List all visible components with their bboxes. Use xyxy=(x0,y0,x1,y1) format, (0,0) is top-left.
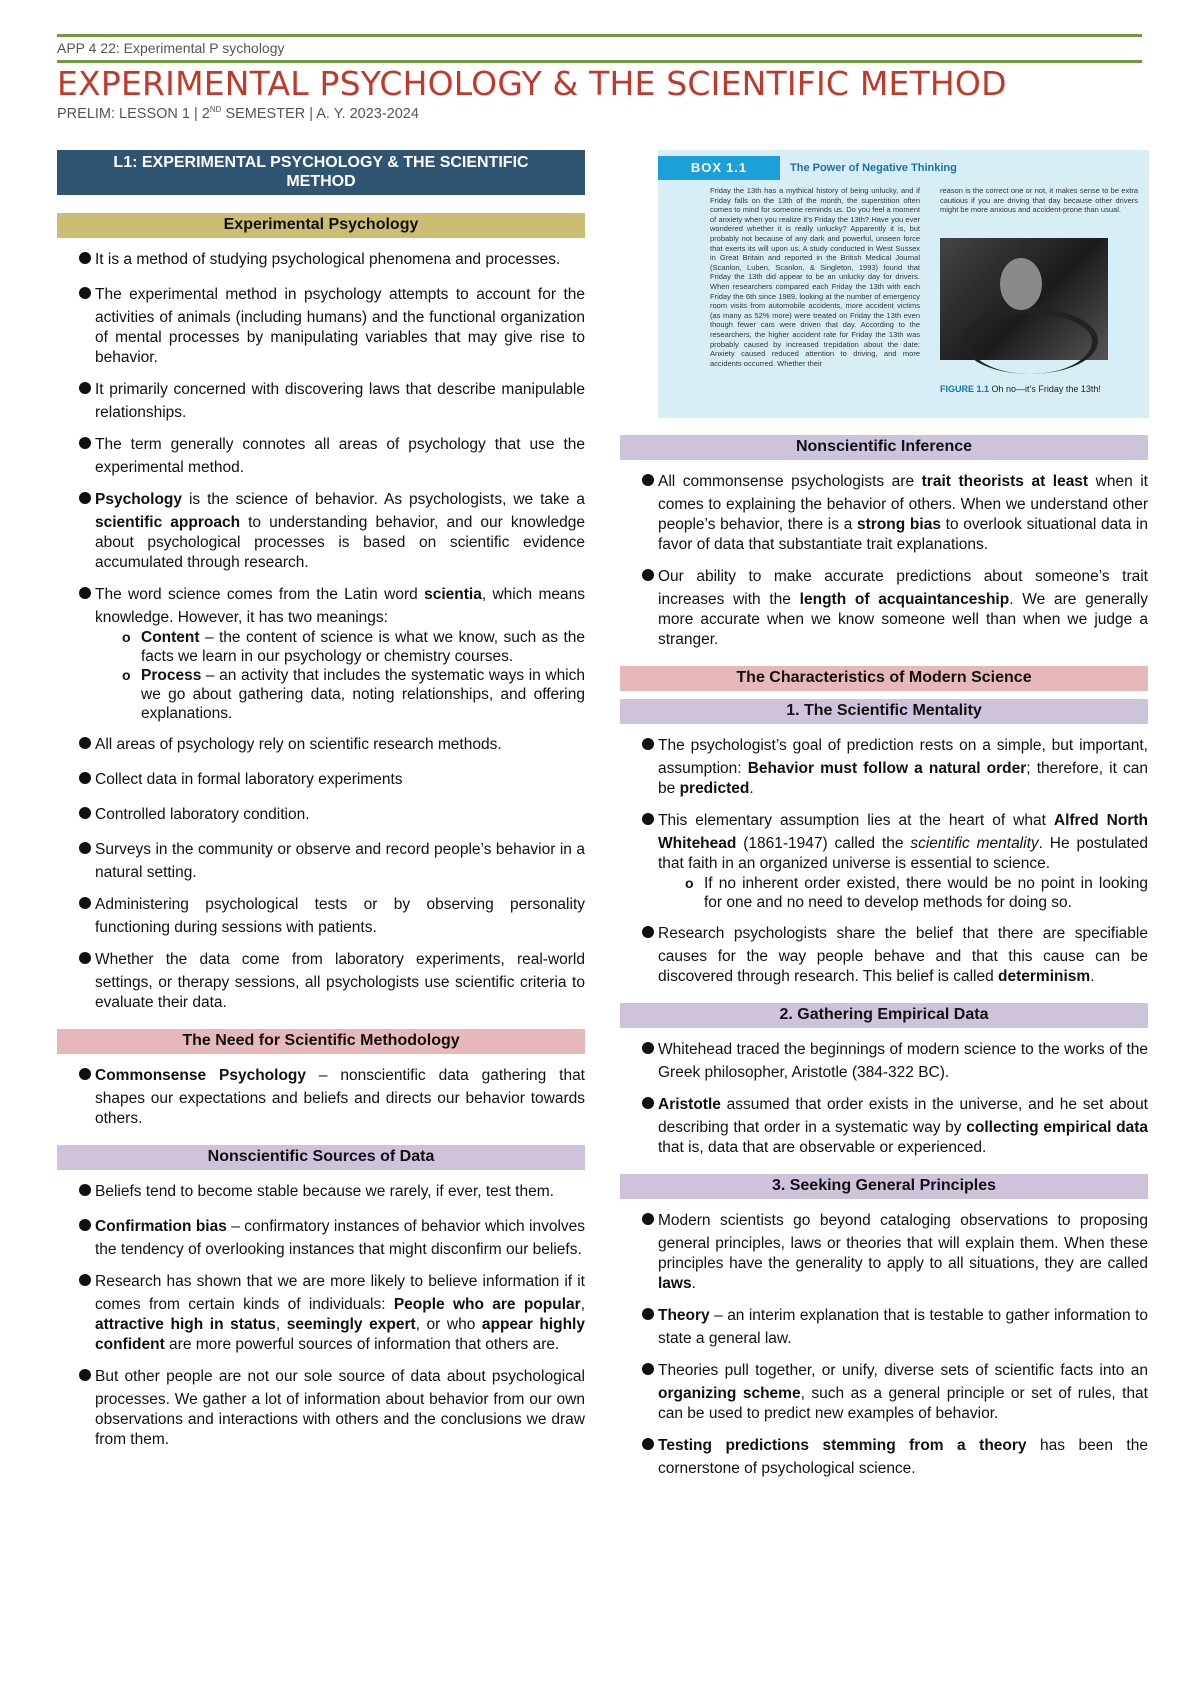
list-item: Beliefs tend to become stable because we rarely, if ever, test them. xyxy=(57,1178,585,1205)
steering-wheel-shape xyxy=(962,308,1098,374)
section-heading-characteristics: The Characteristics of Modern Science xyxy=(620,666,1148,691)
list-item: Aristotle assumed that order exists in the universe, and he set about describing that order in a systematic way by collecting empirical data that is, data that are observable or experienced. xyxy=(620,1091,1148,1158)
list-item: Our ability to make accurate predictions about someone’s trait increases with the length of acquaintanceship. We are generally more accurate when we know someone well than when we judge a stranger. xyxy=(620,563,1148,650)
list-item: Confirmation bias – confirmatory instances of behavior which involves the tendency of overlooking instances that might disconfirm our beliefs. xyxy=(57,1213,585,1260)
list-item: The psychologist’s goal of prediction rests on a simple, but important, assumption: Behavior must follow a natural order; therefore, it can be predicted. xyxy=(620,732,1148,799)
top-rule xyxy=(57,34,1142,37)
figure-photo xyxy=(940,238,1108,360)
section-heading-nonscientific-sources: Nonscientific Sources of Data xyxy=(57,1145,585,1170)
section-heading-experimental-psychology: Experimental Psychology xyxy=(57,213,585,238)
list-item: Research psychologists share the belief that there are specifiable causes for the way people behave and that this cause can be discovered through research. This belief is called determinism. xyxy=(620,920,1148,987)
box-header xyxy=(658,156,1149,180)
title-rule xyxy=(57,60,1142,63)
course-code: APP 4 22: Experimental P sychology xyxy=(57,40,285,56)
list-item: Controlled laboratory condition. xyxy=(57,801,585,828)
need-methodology-list xyxy=(57,1062,585,1129)
left-column xyxy=(57,150,585,1466)
face-shape xyxy=(1000,258,1042,310)
page-title: EXPERIMENTAL PSYCHOLOGY & THE SCIENTIFIC METHOD xyxy=(57,64,1007,103)
lesson-heading: L1: EXPERIMENTAL PSYCHOLOGY & THE SCIENTIFIC METHOD xyxy=(57,150,585,195)
list-item: The word science comes from the Latin word scientia, which means knowledge. However, it has two meanings: o Content – the content of science is what we know, such as the facts we learn in our psychology or chemistry courses. o Process – an activity that includes the systematic ways in which we go about gathering data, noting relationships, and offering explanations. xyxy=(57,581,585,723)
nonscientific-inference-list xyxy=(620,468,1148,650)
empirical-data-list xyxy=(620,1036,1148,1158)
sub-list xyxy=(658,874,1148,912)
list-item: Psychology is the science of behavior. As psychologists, we take a scientific approach to understanding behavior, and our knowledge about psychological processes is based on scientific evidence accumulated through research. xyxy=(57,486,585,573)
box-text-column-1: Friday the 13th has a mythical history of being unlucky, and if Friday falls on the 13th of the month, the superstition often comes to mind for someone reminds us. Do you feel a moment of anxiety when you realize it’s Friday the 13th? Have you ever wondered whether it is really unlucky? Apparently it is, but probably not because of any dark and powerful, unseen force that exerts its will upon us. A study conducted in West Sussex in Great Britain and reported in the British Medical Journal (Scanlon, Luben, Scanlon, & Singleton, 1993) found that Friday the 13th did appear to be an unlucky day for drivers. When researchers compared each Friday the 13th with each Friday the 6th since 1989, looking at the number of emergency room visits from automobile accidents, more accident victims (as many as 52% more) were treated on Friday the 13th even though fewer cars were driven that day. According to the researchers, the higher accident rate for Friday the 13th was probably caused by increased trepidation about the date: Anxiety caused reduced attention to driving, and more accidents occurred. Whether their xyxy=(710,186,920,368)
list-item: It is a method of studying psychological phenomena and processes. xyxy=(57,246,585,273)
textbook-box xyxy=(658,150,1149,418)
list-item: Research has shown that we are more likely to believe information if it comes from certain kinds of individuals: People who are popular, attractive high in status, seemingly expert, or who appear highly confident are more powerful sources of information that others are. xyxy=(57,1268,585,1355)
figure-caption: FIGURE 1.1 Oh no—it’s Friday the 13th! xyxy=(940,384,1101,394)
box-title: The Power of Negative Thinking xyxy=(790,162,957,174)
list-item: It primarily concerned with discovering laws that describe manipulable relationships. xyxy=(57,376,585,423)
list-item: Whether the data come from laboratory experiments, real-world settings, or therapy sessions, all psychologists use scientific criteria to evaluate their data. xyxy=(57,946,585,1013)
sub-item: o If no inherent order existed, there would be no point in looking for one and no need to develop methods for doing so. xyxy=(658,874,1148,912)
nonscientific-sources-list xyxy=(57,1178,585,1450)
experimental-psychology-list xyxy=(57,246,585,1013)
list-item: Commonsense Psychology – nonscientific data gathering that shapes our expectations and beliefs and directs our behavior towards others. xyxy=(57,1062,585,1129)
sub-item-content: o Content – the content of science is what we know, such as the facts we learn in our psychology or chemistry courses. xyxy=(95,628,585,666)
list-item: But other people are not our sole source of data about psychological processes. We gather a lot of information about behavior from our own observations and interactions with others and the conclusions we draw from them. xyxy=(57,1363,585,1450)
sub-item-process: o Process – an activity that includes the systematic ways in which we go about gathering data, noting relationships, and offering explanations. xyxy=(95,666,585,723)
list-item: Theory – an interim explanation that is testable to gather information to state a general law. xyxy=(620,1302,1148,1349)
subsection-heading-empirical-data: 2. Gathering Empirical Data xyxy=(620,1003,1148,1028)
right-column xyxy=(620,435,1148,1495)
list-item: Testing predictions stemming from a theory has been the cornerstone of psychological science. xyxy=(620,1432,1148,1479)
list-item: Collect data in formal laboratory experiments xyxy=(57,766,585,793)
list-item: The experimental method in psychology attempts to account for the activities of animals (including humans) and the functional organization of mental processes by manipulating variables that may give rise to behavior. xyxy=(57,281,585,368)
box-text-column-2: reason is the correct one or not, it makes sense to be extra cautious if you are driving that day because other drivers might be more anxious and accident-prone than usual. xyxy=(940,186,1138,215)
scientific-mentality-list xyxy=(620,732,1148,987)
list-item: Surveys in the community or observe and record people’s behavior in a natural setting. xyxy=(57,836,585,883)
sub-list xyxy=(95,628,585,723)
subsection-heading-scientific-mentality: 1. The Scientific Mentality xyxy=(620,699,1148,724)
list-item: All commonsense psychologists are trait theorists at least when it comes to explaining the behavior of others. When we understand other people’s behavior, there is a strong bias to overlook situational data in favor of data that substantiate trait explanations. xyxy=(620,468,1148,555)
page-subtitle: PRELIM: LESSON 1 | 2ND SEMESTER | A. Y. 2023-2024 xyxy=(57,105,419,122)
list-item: All areas of psychology rely on scientific research methods. xyxy=(57,731,585,758)
section-heading-nonscientific-inference: Nonscientific Inference xyxy=(620,435,1148,460)
list-item: Administering psychological tests or by observing personality functioning during sessions with patients. xyxy=(57,891,585,938)
box-tag: BOX 1.1 xyxy=(658,156,780,180)
subsection-heading-general-principles: 3. Seeking General Principles xyxy=(620,1174,1148,1199)
general-principles-list xyxy=(620,1207,1148,1479)
list-item: Modern scientists go beyond cataloging observations to proposing general principles, laws or theories that will explain them. When these principles have the generality to apply to all situations, they are called laws. xyxy=(620,1207,1148,1294)
section-heading-need-methodology: The Need for Scientific Methodology xyxy=(57,1029,585,1054)
list-item: Whitehead traced the beginnings of modern science to the works of the Greek philosopher, Aristotle (384-322 BC). xyxy=(620,1036,1148,1083)
list-item: Theories pull together, or unify, diverse sets of scientific facts into an organizing scheme, such as a general principle or set of rules, that can be used to predict new examples of behavior. xyxy=(620,1357,1148,1424)
list-item: This elementary assumption lies at the heart of what Alfred North Whitehead (1861-1947) called the scientific mentality. He postulated that faith in an organized universe is essential to science. o If no inherent order existed, there would be no point in looking for one and no need to develop methods for doing so. xyxy=(620,807,1148,912)
list-item: The term generally connotes all areas of psychology that use the experimental method. xyxy=(57,431,585,478)
